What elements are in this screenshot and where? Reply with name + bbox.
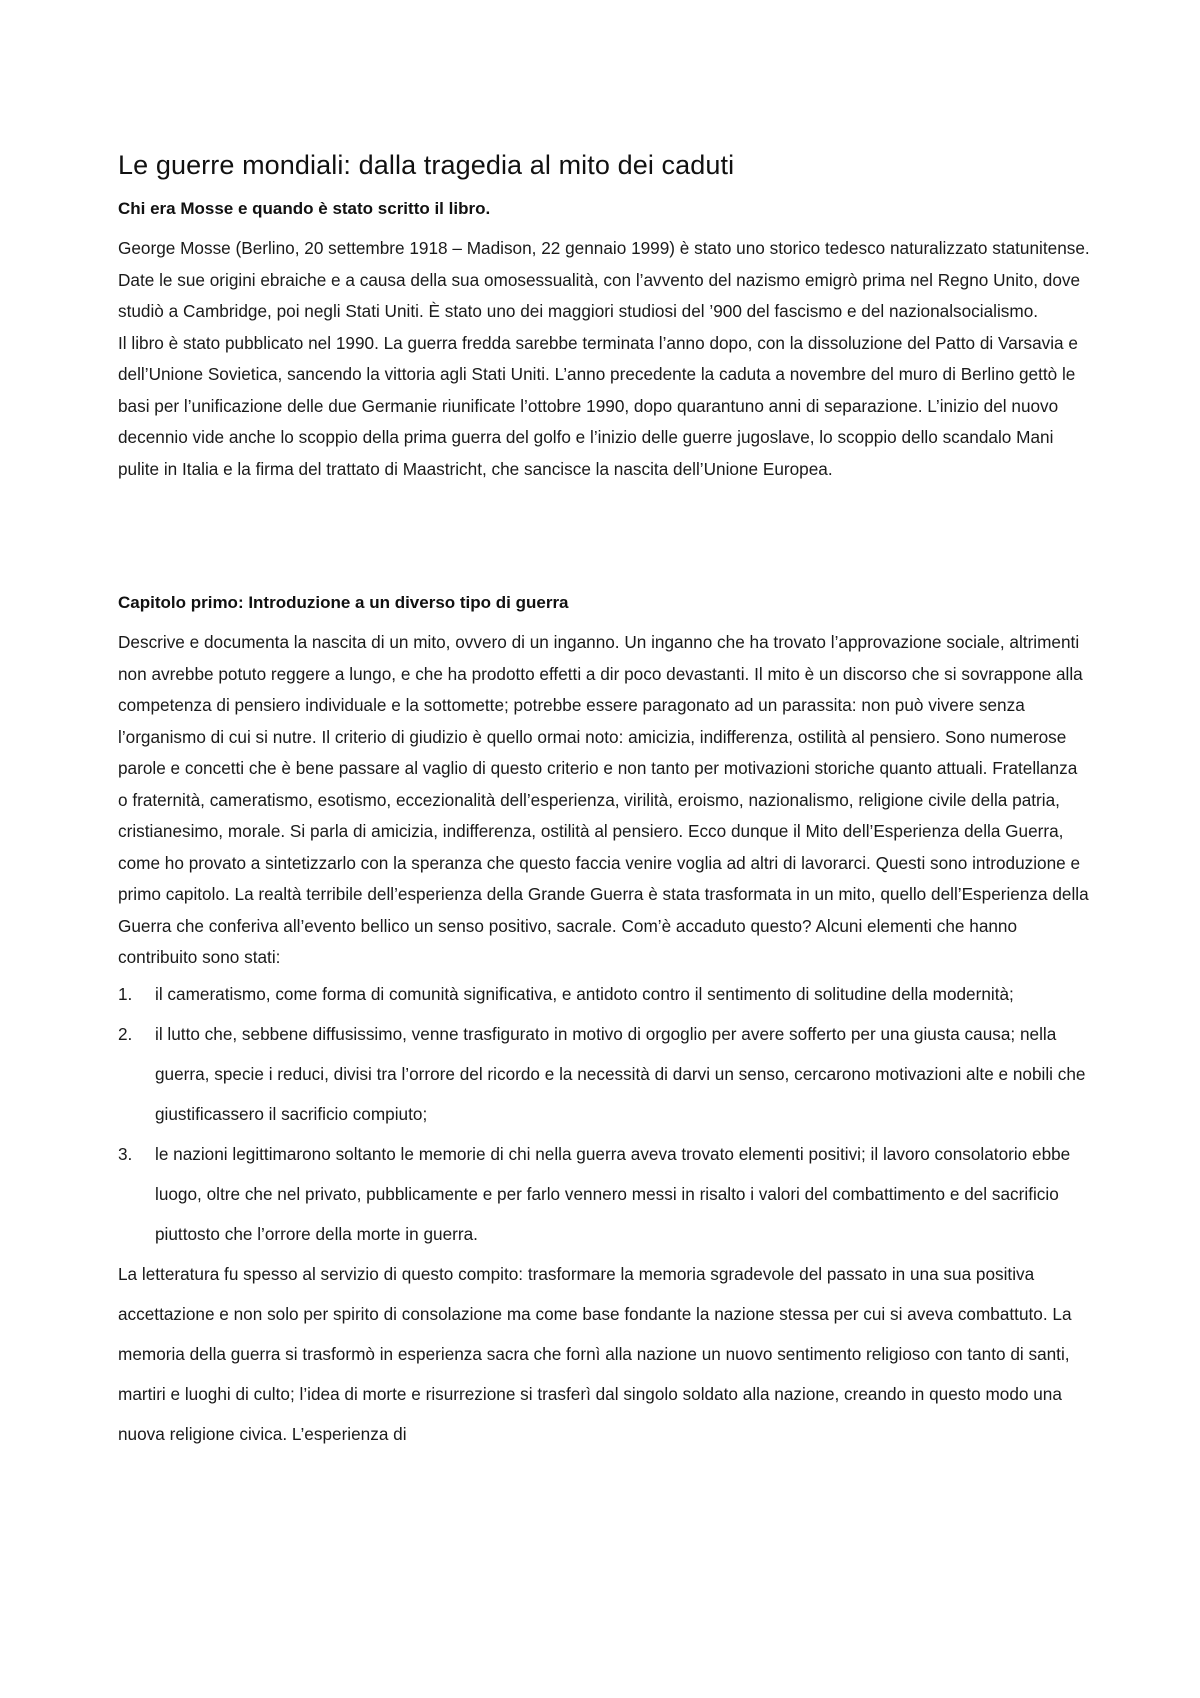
list-item-number: 1. xyxy=(118,983,133,1004)
section-heading-author: Chi era Mosse e quando è stato scritto il libro. xyxy=(118,199,491,218)
list-item xyxy=(118,1014,1090,1134)
list-item-number: 2. xyxy=(118,1023,133,1044)
list-item-text: le nazioni legittimarono soltanto le memorie di chi nella guerra aveva trovato elementi positivi; il lavoro consolatorio ebbe luogo, oltre che nel privato, pubblicamente e per farlo vennero messi in risalto i valori del combattimento e del sacrificio piuttosto che l’orrore della morte in guerra. xyxy=(155,1143,1071,1244)
numbered-list xyxy=(118,974,1090,1254)
paragraph-book-context: Il libro è stato pubblicato nel 1990. La guerra fredda sarebbe terminata l’anno dopo, con la dissoluzione del Patto di Varsavia e dell’Unione Sovietica, sancendo la vittoria agli Stati Uniti. L’anno precedente la caduta a novembre del muro di Berlino gettò le basi per l’unificazione delle due Germanie riunificate l’ottobre 1990, dopo quarantuno anni di separazione. L’inizio del nuovo decennio vide anche lo scoppio della prima guerra del golfo e l’inizio delle guerre jugoslave, lo scoppio dello scandalo Mani pulite in Italia e la firma del trattato di Maastricht, che sancisce la nascita dell’Unione Europea. xyxy=(118,332,1078,479)
section-heading-chapter-one: Capitolo primo: Introduzione a un diverso tipo di guerra xyxy=(118,593,569,612)
paragraph-chapter-intro: Descrive e documenta la nascita di un mito, ovvero di un inganno. Un inganno che ha trovato l’approvazione sociale, altrimenti non avrebbe potuto reggere a lungo, e che ha prodotto effetti a dir poco devastanti. Il mito è un discorso che si sovrappone alla competenza di pensiero individuale e la sottomette; potrebbe essere paragonato ad un parassita: non può vivere senza l’organismo di cui si nutre. Il criterio di giudizio è quello ormai noto: amicizia, indifferenza, ostilità al pensiero. Sono numerose parole e concetti che è bene passare al vaglio di questo criterio e non tanto per motivazioni storiche quanto attuali. Fratellanza o fraternità, cameratismo, esotismo, eccezionalità dell’esperienza, virilità, eroismo, nazionalismo, religione civile della patria, cristianesimo, morale. Si parla di amicizia, indifferenza, ostilità al pensiero. Ecco dunque il Mito dell’Esperienza della Guerra, come ho provato a sintetizzarlo con la speranza che questo faccia venire voglia ad altri di lavorarci. Questi sono introduzione e primo capitolo. La realtà terribile dell’esperienza della Grande Guerra è stata trasformata in un mito, quello dell’Esperienza della Guerra che conferiva all’evento bellico un senso positivo, sacrale. Com’è accaduto questo? Alcuni elementi che hanno contribuito sono stati: xyxy=(118,632,1089,967)
list-item xyxy=(118,1134,1090,1254)
list-item xyxy=(118,974,1090,1014)
section-spacer xyxy=(118,485,1090,593)
document-body xyxy=(118,150,1090,1454)
list-item-text: il lutto che, sebbene diffusissimo, venne trasfigurato in motivo di orgoglio per avere sofferto per una giusta causa; nella guerra, specie i reduci, divisi tra l’orrore del ricordo e la necessità di darvi un senso, cercarono motivazioni alte e nobili che giustificassero il sacrificio compiuto; xyxy=(155,1023,1086,1124)
paragraph-author-bio: George Mosse (Berlino, 20 settembre 1918 – Madison, 22 gennaio 1999) è stato uno storico tedesco naturalizzato statunitense. Date le sue origini ebraiche e a causa della sua omosessualità, con l’avvento del nazismo emigrò prima nel Regno Unito, dove studiò a Cambridge, poi negli Stati Uniti. È stato uno dei maggiori studiosi del ’900 del fascismo e del nazionalsocialismo. xyxy=(118,238,1090,321)
paragraph-closing: La letteratura fu spesso al servizio di questo compito: trasformare la memoria sgradevole del passato in una sua positiva accettazione e non solo per spirito di consolazione ma come base fondante la nazione stessa per cui si aveva combattuto. La memoria della guerra si trasformò in esperienza sacra che fornì alla nazione un nuovo sentimento religioso con tanto di santi, martiri e luoghi di culto; l’idea di morte e risurrezione si trasferì dal singolo soldato alla nazione, creando in questo modo una nuova religione civica. L’esperienza di xyxy=(118,1263,1072,1444)
document-title: Le guerre mondiali: dalla tragedia al mito dei caduti xyxy=(118,150,735,180)
list-item-number: 3. xyxy=(118,1143,133,1164)
list-item-text: il cameratismo, come forma di comunità significativa, e antidoto contro il sentimento di solitudine della modernità; xyxy=(155,983,1014,1004)
